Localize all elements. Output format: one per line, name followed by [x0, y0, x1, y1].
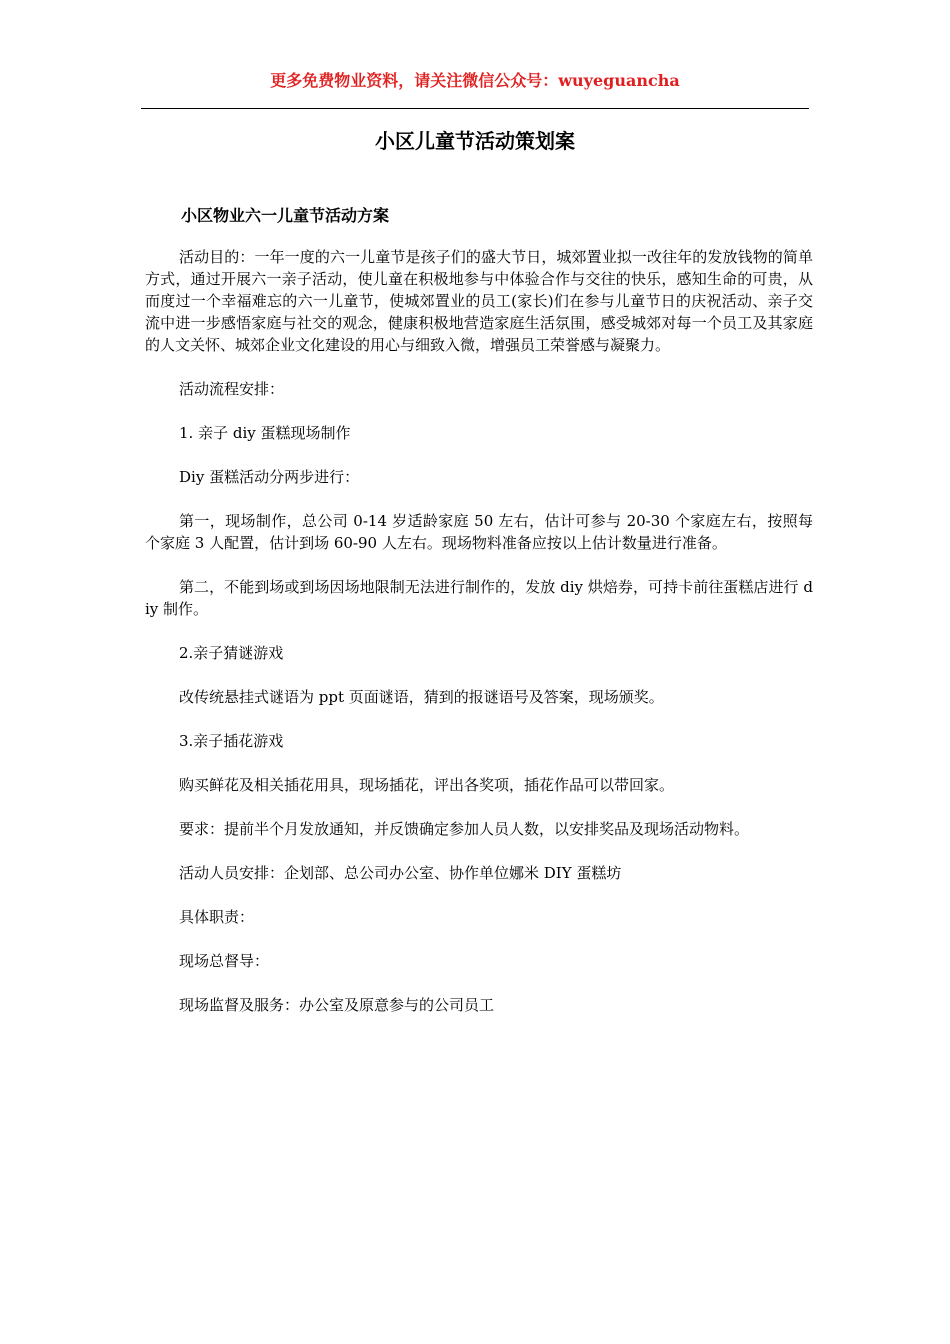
- paragraph-staff: 活动人员安排：企划部、总公司办公室、协作单位娜米 DIY 蛋糕坊: [179, 864, 622, 882]
- paragraph-item-3: 3.亲子插花游戏: [179, 732, 284, 750]
- paragraph-process-heading: 活动流程安排：: [179, 380, 285, 398]
- document-title: 小区儿童节活动策划案: [375, 129, 575, 153]
- paragraph-step-1: 第一，现场制作，总公司 0-14 岁适龄家庭 50 左右，估计可参与 20-30 个家庭左右，按照每个家庭 3 人配置，估计到场 60-90 人左右。现场物料准备应按以上估计数量进行准备。: [145, 512, 813, 552]
- paragraph-service: 现场监督及服务：办公室及原意参与的公司员工: [179, 996, 495, 1014]
- paragraph-purpose: 活动目的：一年一度的六一儿童节是孩子们的盛大节日，城郊置业拟一改往年的发放钱物的简单方式，通过开展六一亲子活动，使儿童在积极地参与中体验合作与交往的快乐，感知生命的可贵，从而度过一个幸福难忘的六一儿童节，使城郊置业的员工(家长)们在参与儿童节日的庆祝活动、亲子交流中进一步感悟家庭与社交的观念，健康积极地营造家庭生活氛围，感受城郊对每一个员工及其家庭的人文关怀、城郊企业文化建设的用心与细致入微，增强员工荣誉感与凝聚力。: [145, 248, 813, 354]
- header-divider: [141, 108, 809, 109]
- section-heading: 小区物业六一儿童节活动方案: [181, 206, 390, 225]
- document-body: [145, 204, 813, 1038]
- paragraph-item-2: 2.亲子猜谜游戏: [179, 644, 284, 662]
- paragraph-supervisor: 现场总督导：: [179, 952, 270, 970]
- paragraph-riddle: 改传统悬挂式谜语为 ppt 页面谜语，猜到的报谜语号及答案，现场颁奖。: [179, 688, 664, 706]
- paragraph-item-1: 1. 亲子 diy 蛋糕现场制作: [179, 424, 351, 442]
- paragraph-requirement: 要求：提前半个月发放通知，并反馈确定参加人员人数，以安排奖品及现场活动物料。: [179, 820, 750, 838]
- paragraph-diy-steps: Diy 蛋糕活动分两步进行：: [179, 468, 360, 486]
- header-promo-note: 更多免费物业资料，请关注微信公众号：wuyeguancha: [270, 71, 680, 90]
- paragraph-step-2: 第二，不能到场或到场因场地限制无法进行制作的，发放 diy 烘焙券，可持卡前往蛋糕店进行 diy 制作。: [145, 578, 813, 618]
- paragraph-duties: 具体职责：: [179, 908, 255, 926]
- paragraph-flower: 购买鲜花及相关插花用具，现场插花，评出各奖项，插花作品可以带回家。: [179, 776, 675, 794]
